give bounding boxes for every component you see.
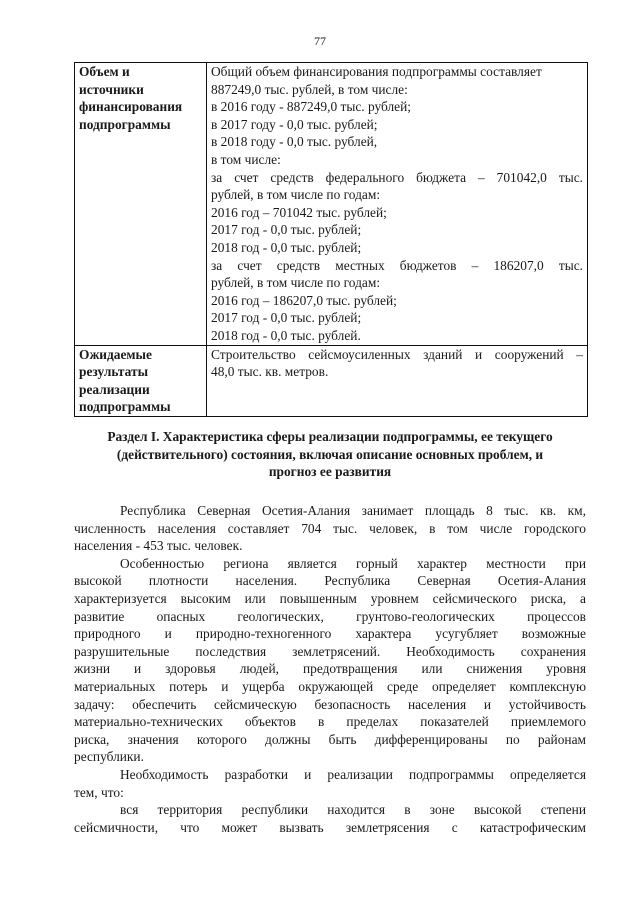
label-line: Ожидаемые bbox=[79, 346, 152, 362]
section-heading-line: Раздел I. Характеристика сферы реализации подпрограммы, ее текущего bbox=[107, 429, 553, 444]
paragraph-line: развитие опасных геологических, грунтово-геологических процессов bbox=[74, 608, 586, 624]
label-line: Объем и bbox=[79, 64, 130, 79]
paragraph-line: республики. bbox=[74, 749, 144, 765]
paragraph-line: риска, значения которого должны быть дифференцированы по районам bbox=[74, 731, 586, 747]
page-number: 77 bbox=[314, 34, 326, 48]
paragraph bbox=[74, 801, 586, 836]
paragraph-line: тем, что: bbox=[74, 784, 124, 800]
paragraph-line: Необходимость разработки и реализации подпрограммы определяется bbox=[120, 766, 586, 782]
table-value-cell bbox=[207, 345, 588, 416]
subprogram-passport-table bbox=[74, 62, 588, 417]
paragraph-line: вся территория республики находится в зоне высокой степени bbox=[120, 802, 586, 818]
value-line: в 2017 году - 0,0 тыс. рублей; bbox=[211, 116, 378, 132]
label-line: источники bbox=[79, 81, 144, 97]
table-value-cell bbox=[207, 63, 588, 346]
table-label-cell bbox=[75, 63, 207, 346]
value-line: в 2016 году - 887249,0 тыс. рублей; bbox=[211, 99, 412, 115]
paragraph-line: жизни и здоровья людей, предотвращения или снижения уровня bbox=[74, 661, 586, 677]
paragraph-line: природного и природно-техногенного характера усугубляет возможные bbox=[74, 626, 586, 642]
label-line: подпрограммы bbox=[79, 116, 171, 132]
value-line: 887249,0 тыс. рублей, в том числе: bbox=[211, 81, 408, 97]
value-line: за счет средств федерального бюджета – 701042,0 тыс. bbox=[211, 169, 583, 185]
value-line: в 2018 году - 0,0 тыс. рублей, bbox=[211, 134, 378, 150]
paragraph bbox=[74, 766, 586, 801]
paragraph-line: характеризуется высоким или повышенным уровнем сейсмического риска, а bbox=[74, 590, 586, 606]
paragraph bbox=[74, 555, 586, 766]
label-line: результаты bbox=[79, 364, 149, 380]
label-line: реализации bbox=[79, 381, 150, 397]
section-heading-line: (действительного) состояния, включая описание основных проблем, и bbox=[116, 446, 544, 462]
value-line: 48,0 тыс. кв. метров. bbox=[211, 364, 329, 380]
label-line: финансирования bbox=[79, 99, 183, 115]
body-text bbox=[74, 502, 586, 836]
paragraph-line: Республика Северная Осетия-Алания занимает площадь 8 тыс. кв. км, bbox=[120, 503, 586, 518]
paragraph-line: Особенностью региона является горный характер местности при bbox=[120, 555, 586, 571]
value-line: 2017 год - 0,0 тыс. рублей; bbox=[211, 310, 362, 326]
table-row-expected-results bbox=[75, 345, 588, 416]
paragraph-line: населения - 453 тыс. человек. bbox=[74, 538, 243, 554]
section-heading bbox=[70, 428, 590, 481]
value-line: в том числе: bbox=[211, 151, 281, 167]
label-line: подпрограммы bbox=[79, 399, 171, 415]
paragraph-line: сейсмичности, что может вызвать землетрясения с катастрофическим bbox=[74, 819, 586, 835]
paragraph-line: разрушительные последствия землетрясений. Необходимость сохранения bbox=[74, 643, 586, 659]
value-line: рублей, в том числе по годам: bbox=[211, 187, 381, 203]
paragraph-line: численность населения составляет 704 тыс. человек, в том числе городского bbox=[74, 520, 586, 536]
value-line: Общий объем финансирования подпрограммы составляет bbox=[211, 64, 542, 79]
value-line: 2016 год – 186207,0 тыс. рублей; bbox=[211, 292, 397, 308]
value-line: 2018 год - 0,0 тыс. рублей. bbox=[211, 327, 361, 343]
value-line: 2018 год - 0,0 тыс. рублей; bbox=[211, 239, 362, 255]
paragraph-line: высокой плотности населения. Республика Северная Осетия-Алания bbox=[74, 573, 586, 589]
paragraph bbox=[74, 502, 586, 555]
paragraph-line: материальных потерь и ущерба окружающей среде определяет комплексную bbox=[74, 678, 586, 694]
table-row-financing bbox=[75, 63, 588, 346]
table-label-cell bbox=[75, 345, 207, 416]
paragraph-line: материально-технических объектов в пределах показателей приемлемого bbox=[74, 714, 586, 730]
value-line: 2017 год - 0,0 тыс. рублей; bbox=[211, 222, 362, 238]
value-line: за счет средств местных бюджетов – 186207,0 тыс. bbox=[211, 257, 583, 273]
value-line: рублей, в том числе по годам: bbox=[211, 275, 381, 291]
value-line: 2016 год – 701042 тыс. рублей; bbox=[211, 204, 387, 220]
value-line: Строительство сейсмоусиленных зданий и сооружений – bbox=[211, 346, 583, 362]
section-heading-line: прогноз ее развития bbox=[268, 464, 392, 479]
paragraph-line: задачу: обеспечить сейсмическую безопасность населения и устойчивость bbox=[74, 696, 586, 712]
